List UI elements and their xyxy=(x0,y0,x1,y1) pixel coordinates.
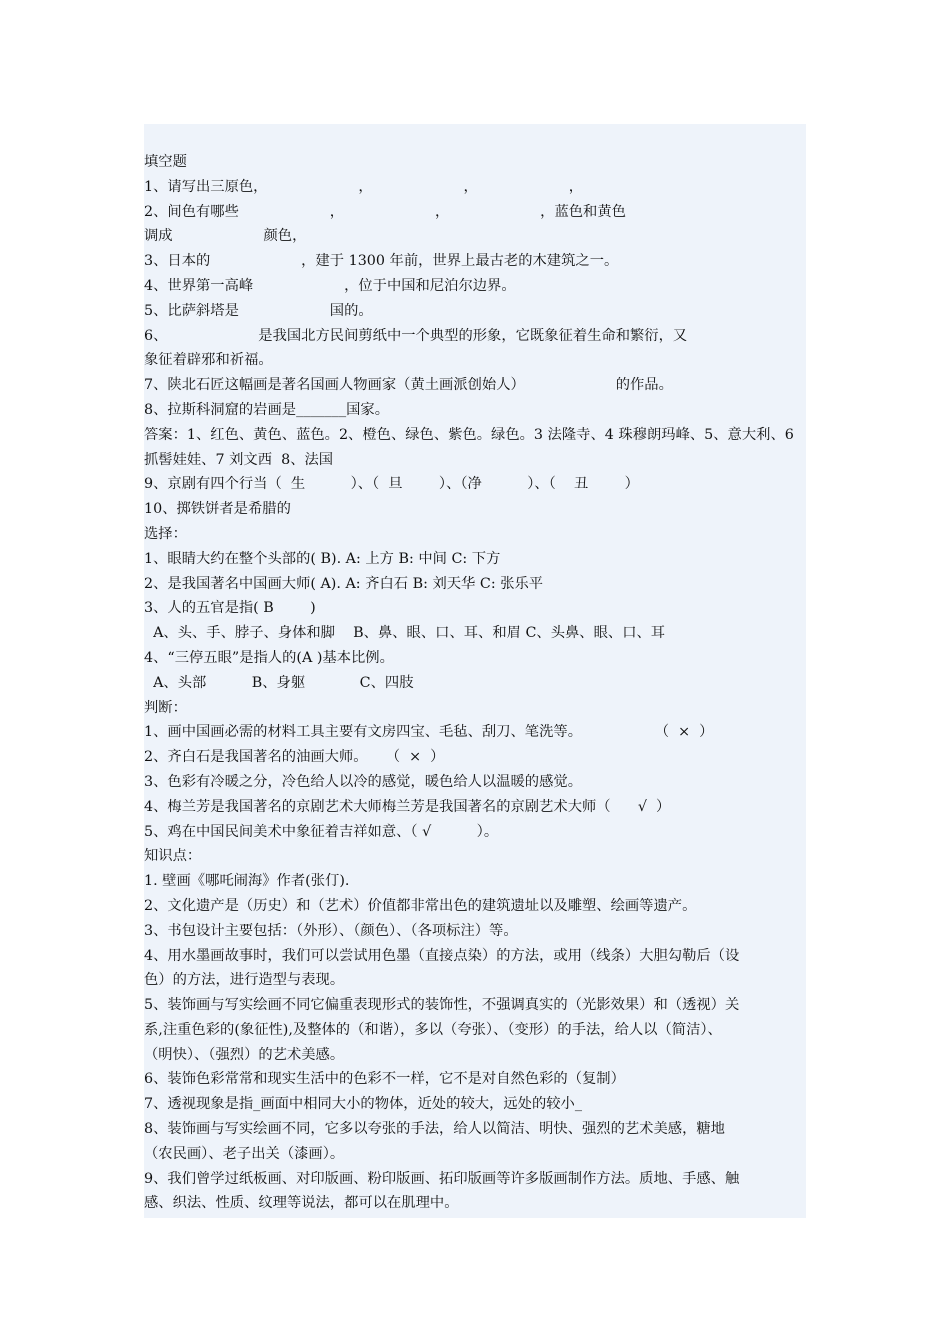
text-line: 10、掷铁饼者是希腊的 xyxy=(144,501,291,518)
text-line: 调成 颜色， xyxy=(144,228,307,245)
text-line: 3、书包设计主要包括：（外形）、（颜色）、（各项标注）等。 xyxy=(144,922,518,939)
text-line: 8、拉斯科洞窟的岩画是_______国家。 xyxy=(144,401,389,418)
text-line: 4、用水墨画故事时，我们可以尝试用色墨（直接点染）的方法，或用（线条）大胆勾勒后（设 xyxy=(144,947,740,964)
text-line: 抓髻娃娃、7 刘文西 8、法国 xyxy=(144,451,334,468)
text-line: 1、请写出三原色， ， ， ， xyxy=(144,178,584,195)
text-line: 9、我们曾学过纸板画、对印版画、粉印版画、拓印版画等许多版画制作方法。质地、手感、触 xyxy=(144,1170,740,1187)
text-line: 3、人的五官是指( B ) xyxy=(144,600,316,617)
text-line: A、头部 B、身躯 C、四肢 xyxy=(144,674,414,691)
text-line: 知识点： xyxy=(144,848,202,865)
text-line: 7、透视现象是指_画面中相同大小的物体，近处的较大，远处的较小_ xyxy=(144,1096,582,1113)
text-line: 1、画中国画必需的材料工具主要有文房四宝、毛毡、刮刀、笔洗等。 （ × ） xyxy=(144,724,714,741)
text-line: 6、装饰色彩常常和现实生活中的色彩不一样，它不是对自然色彩的（复制） xyxy=(144,1071,625,1088)
document-body xyxy=(144,150,806,1216)
text-line: 3、色彩有冷暖之分，冷色给人以冷的感觉，暖色给人以温暖的感觉。 xyxy=(144,773,582,790)
text-line: 2、文化遗产是（历史）和（艺术）价值都非常出色的建筑遗址以及雕塑、绘画等遗产。 xyxy=(144,897,697,914)
text-line: 系,注重色彩的(象征性),及整体的（和谐），多以（夸张）、（变形）的手法，给人以（简洁）、 xyxy=(144,1021,722,1038)
text-line: 4、世界第一高峰 ，位于中国和尼泊尔边界。 xyxy=(144,277,516,294)
text-line: 答案：1、红色、黄色、蓝色。2、橙色、绿色、紫色。绿色。3 法隆寺、4 珠穆朗玛峰、5、意大利、6 xyxy=(144,426,794,443)
text-line: 5、鸡在中国民间美术中象征着吉祥如意、（ √ ）。 xyxy=(144,823,499,840)
text-line: 9、京剧有四个行当（ 生 ）、（ 旦 ）、（净 ）、（ 丑 ） xyxy=(144,476,639,493)
text-line: 5、比萨斜塔是 国的。 xyxy=(144,302,373,319)
text-line: （明快）、（强烈）的艺术美感。 xyxy=(144,1046,345,1063)
text-line: 5、装饰画与写实绘画不同它偏重表现形式的装饰性，不强调真实的（光影效果）和（透视）关 xyxy=(144,997,740,1014)
text-line: 判断： xyxy=(144,699,187,716)
text-line: 7、陕北石匠这幅画是著名国画人物画家（黄土画派创始人） 的作品。 xyxy=(144,377,673,394)
text-line: 色）的方法，进行造型与表现。 xyxy=(144,972,345,989)
text-line: 4、“三停五眼”是指人的(A )基本比例。 xyxy=(144,649,394,666)
text-line: 2、是我国著名中国画大师( A). A: 齐白石 B: 刘天华 C: 张乐平 xyxy=(144,575,544,592)
text-line: 2、间色有哪些 ， ， ，蓝色和黄色 xyxy=(144,203,626,220)
text-line: A、头、手、脖子、身体和脚 B、鼻、眼、口、耳、和眉 C、头鼻、眼、口、耳 xyxy=(144,625,666,642)
text-line: 2、齐白石是我国著名的油画大师。 （ × ） xyxy=(144,749,445,766)
text-line: 感、织法、性质、纹理等说法，都可以在肌理中。 xyxy=(144,1195,459,1212)
text-line: 4、梅兰芳是我国著名的京剧艺术大师梅兰芳是我国著名的京剧艺术大师（ √ ） xyxy=(144,798,671,815)
text-line: （农民画）、老子出关（漆画）。 xyxy=(144,1145,345,1162)
text-line: 填空题 xyxy=(144,154,187,170)
text-line: 选择： xyxy=(144,525,187,542)
text-line: 3、日本的 ，建于 1300 年前，世界上最古老的木建筑之一。 xyxy=(144,253,619,270)
text-line: 8、装饰画与写实绘画不同，它多以夸张的手法，给人以简洁、明快、强烈的艺术美感，糖地 xyxy=(144,1121,725,1138)
text-line: 象征着辟邪和祈福。 xyxy=(144,352,273,369)
text-line: 1. 壁画《哪吒闹海》作者(张仃). xyxy=(144,873,350,890)
text-line: 1、眼睛大约在整个头部的( B). A: 上方 B: 中间 C: 下方 xyxy=(144,550,501,567)
text-line: 6、 是我国北方民间剪纸中一个典型的形象，它既象征着生命和繁衍，又 xyxy=(144,327,688,344)
